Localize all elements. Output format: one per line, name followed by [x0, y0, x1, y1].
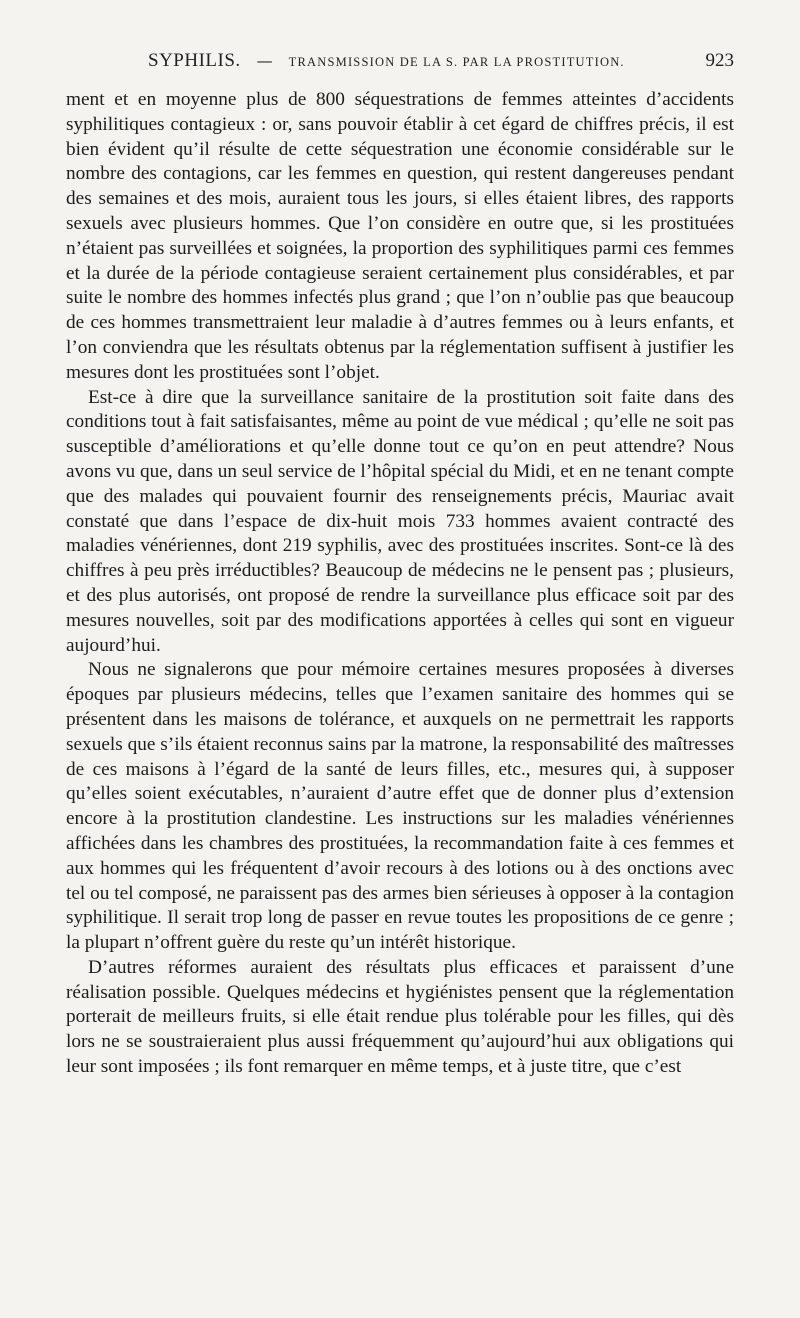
header-dash: —	[256, 51, 273, 70]
running-title: SYPHILIS.	[148, 50, 241, 71]
running-subtitle: TRANSMISSION DE LA S. PAR LA PROSTITUTION.	[288, 55, 625, 69]
page-number: 923	[705, 50, 734, 71]
paragraph: Nous ne signalerons que pour mémoire certaines mesures proposées à diverses époques par plusieurs médecins, telles que l’examen sanitaire des hommes qui se présentent dans les maisons de tolérance, et auxquels on ne permettrait les rapports sexuels que s’ils étaient reconnus sains par la matrone, la responsabilité des maîtresses de ces maisons à l’égard de la santé de leurs filles, etc., mesures qui, à supposer qu’elles soient exécutables, n’auraient d’autre effet que de donner plus d’extension encore à la prostitution clandestine. Les instructions sur les maladies vénériennes affichées dans les chambres des prostituées, la recommandation faite à ces femmes et aux hommes qui les fréquentent d’avoir recours à des lotions ou à des onctions avec tel ou tel composé, ne paraissent pas des armes bien sérieuses à opposer à la contagion syphilitique. Il serait trop long de passer en revue toutes les propositions de ce genre ; la plupart n’offrent guère du reste qu’un intérêt historique.	[66, 659, 734, 954]
paragraph: D’autres réformes auraient des résultats plus efficaces et paraissent d’une réalisation possible. Quelques médecins et hygiénistes pensent que la réglementation porterait de meilleurs fruits, si elle était rendue plus tolérable pour les filles, qui dès lors ne se soustraieraient plus aussi fréquemment qu’aujourd’hui aux obligations qui leur sont imposées ; ils font remarquer en même temps, et à juste titre, que c’est	[66, 956, 734, 1078]
running-header	[66, 50, 734, 82]
body-text	[66, 88, 734, 1080]
page	[66, 50, 734, 1080]
paragraph-continuation: ment et en moyenne plus de 800 séquestrations de femmes atteintes d’accidents syphilitiques contagieux : or, sans pouvoir établir à cet égard de chiffres précis, il est bien évident qu’il résulte de cette séquestration une économie considérable sur le nombre des contagions, car les femmes en question, qui restent dangereuses pendant des semaines et des mois, auraient tous les jours, si elles étaient libres, des rapports sexuels avec plusieurs hommes. Que l’on considère en outre que, si les prostituées n’étaient pas surveillées et soignées, la proportion des syphilitiques parmi ces femmes et la durée de la période contagieuse seraient certainement plus considérables, et par suite le nombre des hommes infectés plus grand ; que l’on n’oublie pas que beaucoup de ces hommes transmettraient leur maladie à d’autres femmes ou à leurs enfants, et l’on conviendra que les résultats obtenus par la réglementation suffisent à justifier les mesures dont les prostituées sont l’objet.	[66, 89, 734, 383]
paragraph: Est-ce à dire que la surveillance sanitaire de la prostitution soit faite dans des conditions tout à fait satisfaisantes, même au point de vue médical ; qu’elle ne soit pas susceptible d’améliorations et qu’elle donne tout ce qu’on en peut attendre? Nous avons vu que, dans un seul service de l’hôpital spécial du Midi, et en ne tenant compte que des malades qui pouvaient fournir des renseignements précis, Mauriac avait constaté que dans l’espace de dix-huit mois 733 hommes avaient contracté des maladies vénériennes, dont 219 syphilis, avec des prostituées inscrites. Sont-ce là des chiffres à peu près irréductibles? Beaucoup de médecins ne le pensent pas ; plusieurs, et des plus autorisés, ont proposé de rendre la surveillance plus efficace soit par des mesures nouvelles, soit par des modifications apportées à celles qui sont en vigueur aujourd’hui.	[66, 386, 734, 656]
header-left	[66, 50, 625, 72]
